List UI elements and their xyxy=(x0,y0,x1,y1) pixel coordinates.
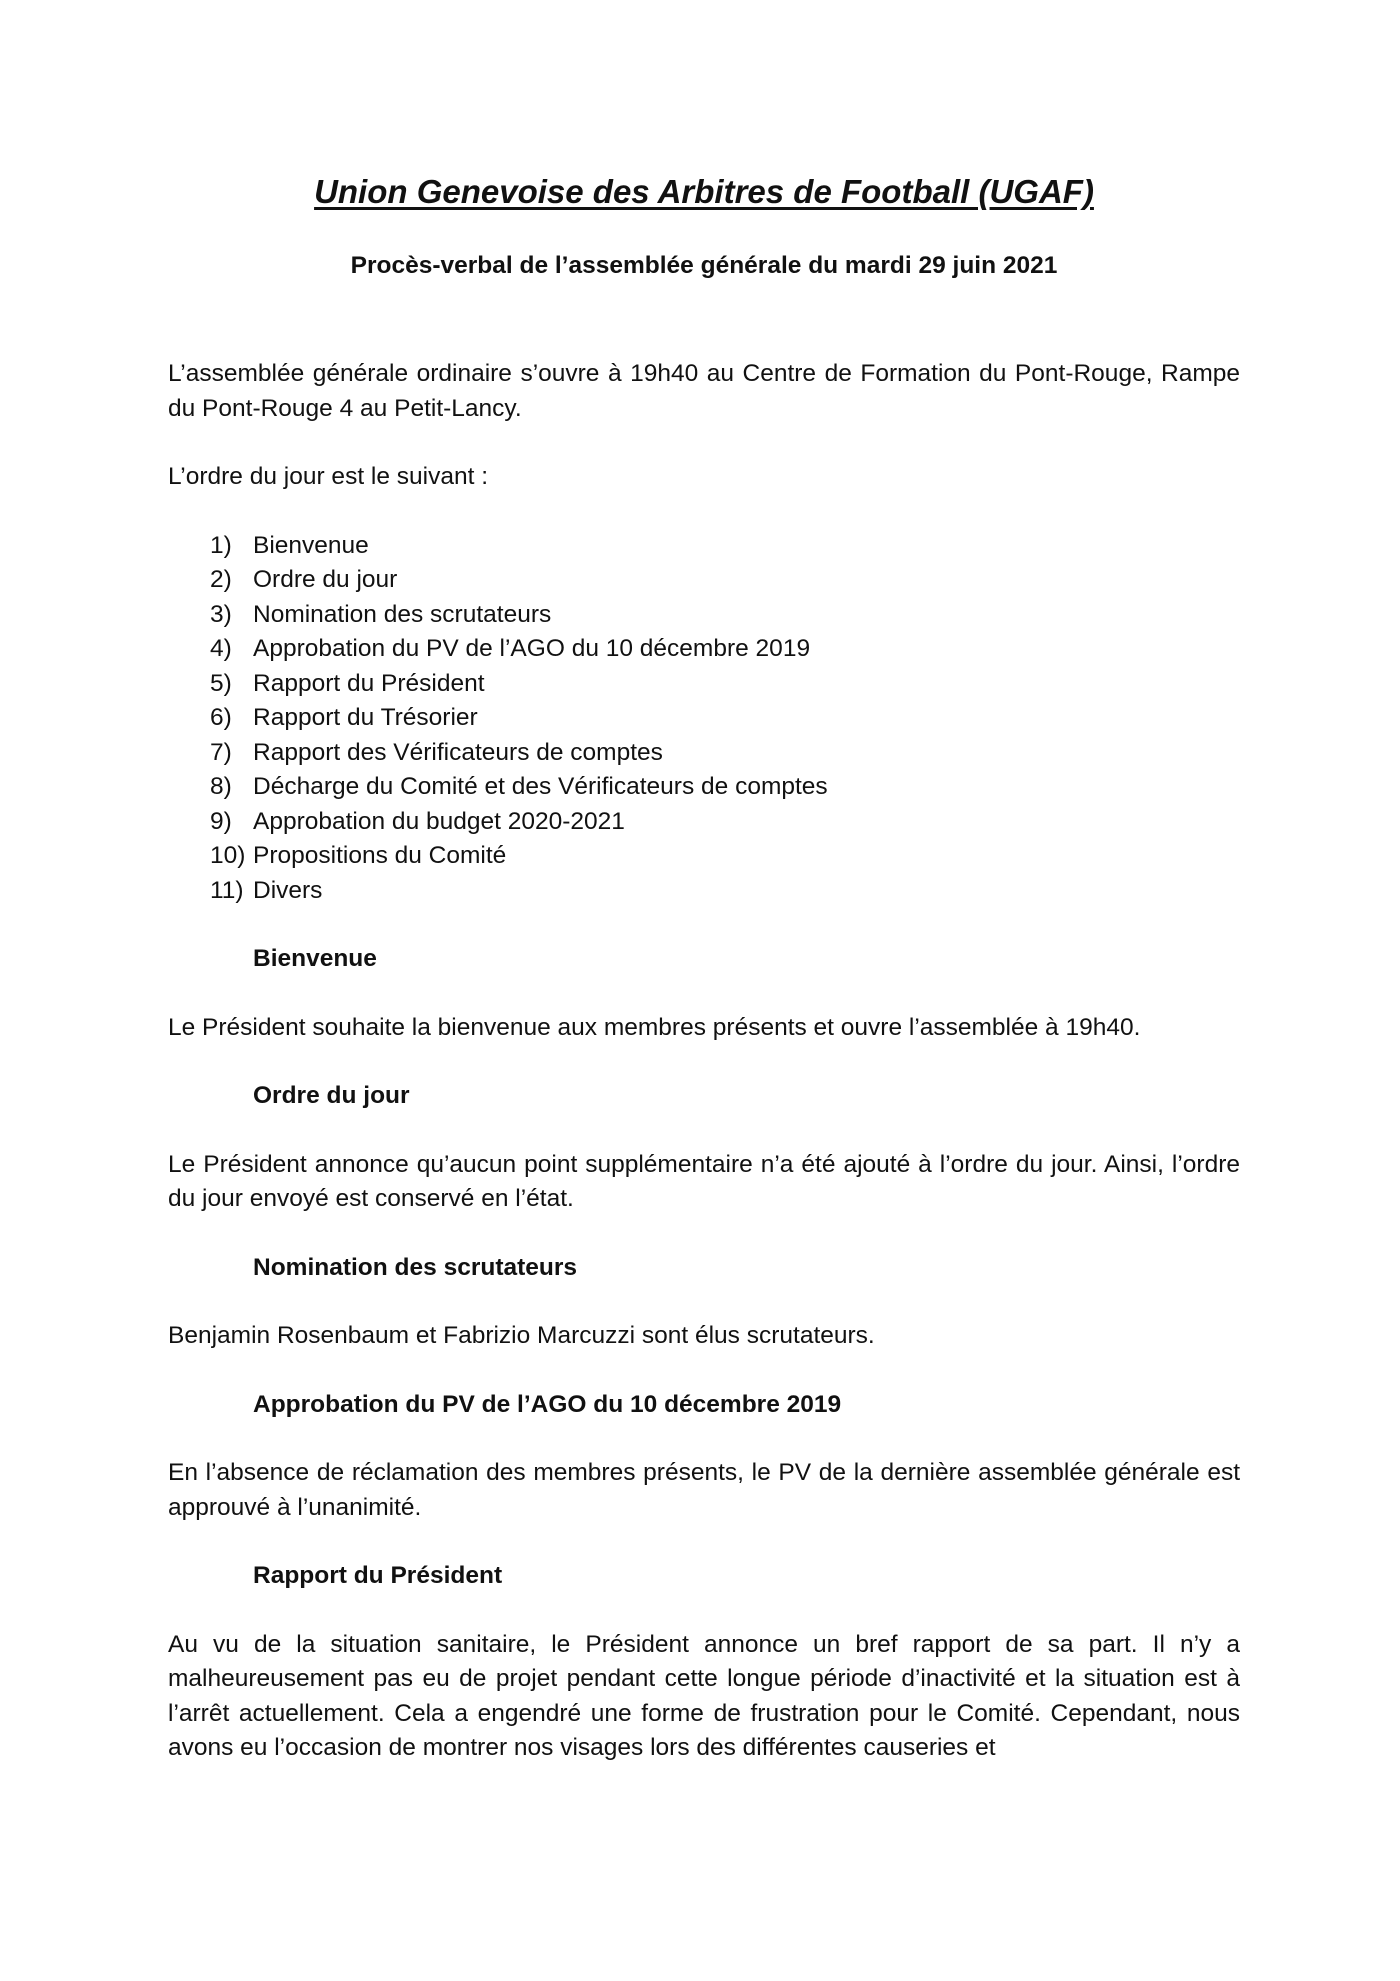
agenda-item-label: Approbation du budget 2020-2021 xyxy=(253,807,625,835)
section-heading-rapport-president: Rapport du Président xyxy=(253,1562,503,1589)
agenda-item-number: 4) xyxy=(210,635,232,662)
agenda-item-number: 1) xyxy=(210,531,232,559)
agenda-item-label: Approbation du PV de l’AGO du 10 décembre 2019 xyxy=(253,635,811,662)
section-body-ordre-du-jour: Le Président annonce qu’aucun point supplémentaire n’a été ajouté à l’ordre du jour. Ainsi, l’ordre du jour envoyé est conservé en l’état. xyxy=(168,1150,1240,1212)
intro-paragraph: L’assemblée générale ordinaire s’ouvre à 19h40 au Centre de Formation du Pont-Rouge, Rampe du Pont-Rouge 4 au Petit-Lancy. xyxy=(168,360,1240,422)
agenda-item-number: 2) xyxy=(210,566,232,593)
agenda-item xyxy=(210,736,1240,771)
section-body-approbation-pv: En l’absence de réclamation des membres présents, le PV de la dernière assemblée générale est approuvé à l’unanimité. xyxy=(168,1459,1240,1521)
document-title xyxy=(168,170,1240,214)
agenda-item xyxy=(210,839,1240,874)
agenda-item xyxy=(210,598,1240,633)
agenda-item xyxy=(210,632,1240,667)
document-subtitle: Procès-verbal de l’assemblée générale du mardi 29 juin 2021 xyxy=(350,252,1058,279)
agenda-item-label: Nomination des scrutateurs xyxy=(253,600,552,628)
section-heading-ordre-du-jour: Ordre du jour xyxy=(253,1082,410,1109)
section-body-bienvenue: Le Président souhaite la bienvenue aux membres présents et ouvre l’assemblée à 19h40. xyxy=(168,1013,1141,1041)
section-heading-scrutateurs: Nomination des scrutateurs xyxy=(253,1253,578,1281)
agenda-item-number: 6) xyxy=(210,704,232,731)
agenda-item-label: Ordre du jour xyxy=(253,566,398,593)
agenda-item-number: 5) xyxy=(210,669,232,697)
agenda-item xyxy=(210,563,1240,598)
agenda-item xyxy=(210,805,1240,840)
section-heading-approbation-pv: Approbation du PV de l’AGO du 10 décembre 2019 xyxy=(253,1390,842,1418)
agenda-item xyxy=(210,701,1240,736)
agenda-item xyxy=(210,667,1240,702)
agenda-item xyxy=(210,770,1240,805)
agenda-item-number: 8) xyxy=(210,773,232,800)
agenda-item-label: Décharge du Comité et des Vérificateurs de comptes xyxy=(253,773,828,800)
agenda-item-number: 11) xyxy=(210,876,244,904)
agenda-list xyxy=(210,529,1240,909)
agenda-intro: L’ordre du jour est le suivant : xyxy=(168,463,489,490)
section-body-scrutateurs: Benjamin Rosenbaum et Fabrizio Marcuzzi sont élus scrutateurs. xyxy=(168,1322,875,1349)
agenda-item-number: 9) xyxy=(210,807,232,835)
document-title-text: Union Genevoise des Arbitres de Football (UGAF) xyxy=(314,173,1094,210)
agenda-item-label: Rapport du Trésorier xyxy=(253,704,478,731)
agenda-item xyxy=(210,874,1240,909)
agenda-item xyxy=(210,529,1240,564)
agenda-item-label: Rapport des Vérificateurs de comptes xyxy=(253,738,663,766)
agenda-item-number: 3) xyxy=(210,600,232,628)
section-heading-bienvenue: Bienvenue xyxy=(253,945,377,972)
agenda-item-label: Bienvenue xyxy=(253,531,369,559)
document-content xyxy=(168,170,1240,1766)
agenda-item-number: 7) xyxy=(210,738,232,766)
section-body-rapport-president: Au vu de la situation sanitaire, le Président annonce un bref rapport de sa part. Il n’y a malheureusement pas eu de projet pendant cette longue période d’inactivité et la situation est à l’arrêt actuellement. Cela a engendré une forme de frustration pour le Comité. Cependant, nous avons eu l’occasion de montrer nos visages lors des différentes causeries et xyxy=(168,1630,1240,1761)
agenda-item-number: 10) xyxy=(210,842,246,869)
agenda-item-label: Divers xyxy=(253,876,323,904)
agenda-item-label: Rapport du Président xyxy=(253,669,485,697)
agenda-item-label: Propositions du Comité xyxy=(253,842,507,869)
